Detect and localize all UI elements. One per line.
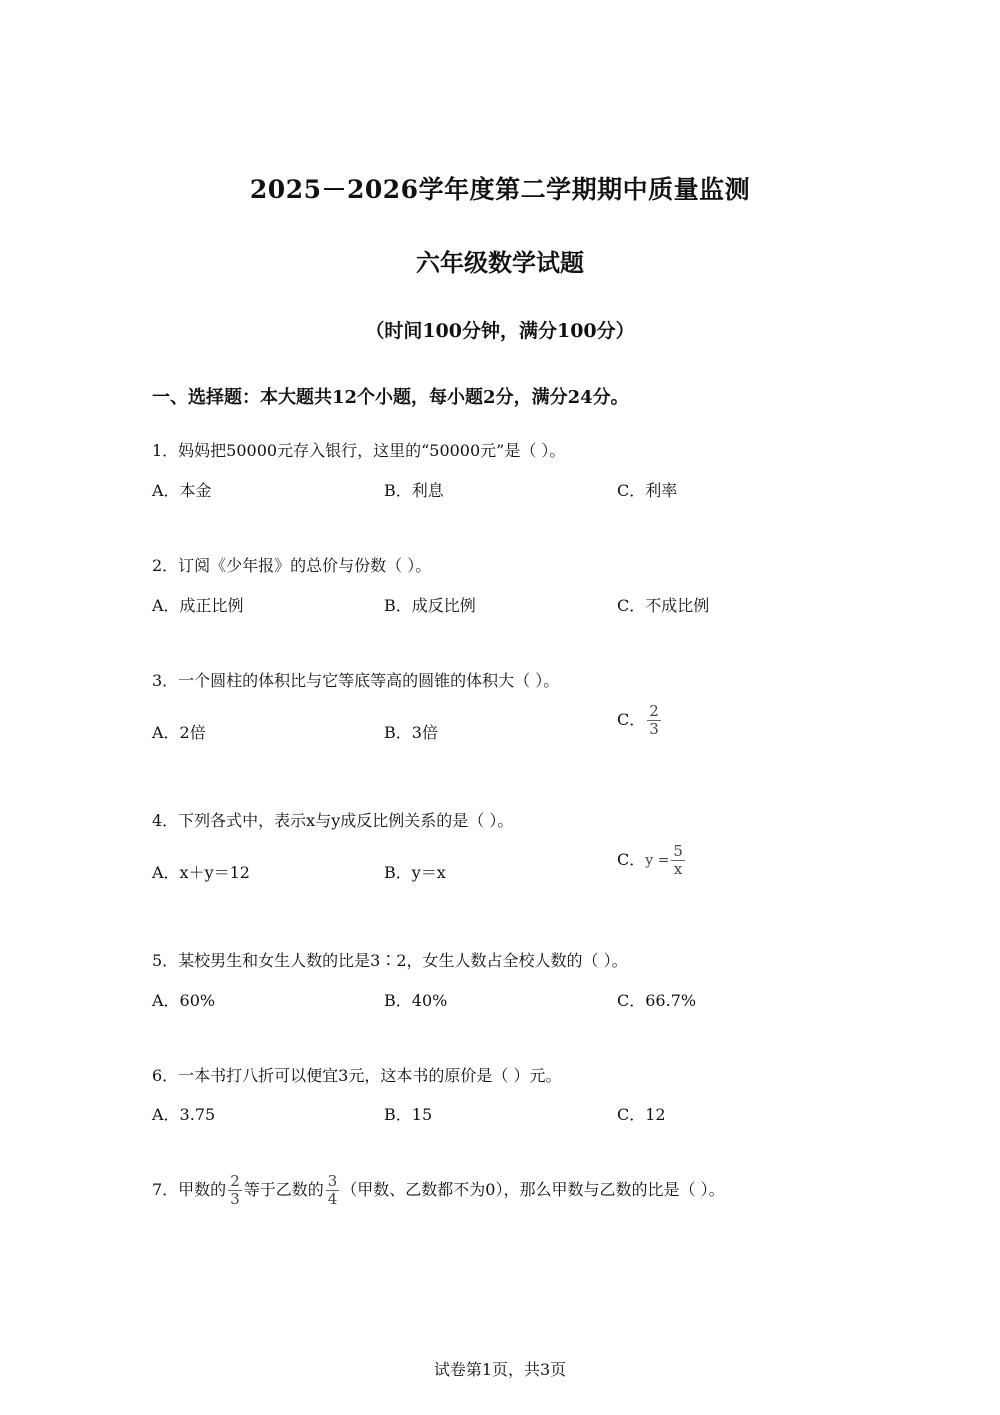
fraction-denominator: 3 xyxy=(230,1190,240,1208)
question-4-option-c xyxy=(617,843,687,878)
option-c-label: C． xyxy=(617,850,646,869)
question-1-option-b: B．利息 xyxy=(384,481,444,500)
time-note: （时间100分钟，满分100分） xyxy=(365,320,635,342)
question-2-option-a: A．成正比例 xyxy=(152,596,244,615)
fraction-numerator: 2 xyxy=(649,702,659,720)
question-6-option-a: A．3.75 xyxy=(152,1105,216,1124)
question-2-stem: 2．订阅《少年报》的总价与份数（ ）。 xyxy=(152,556,432,575)
question-3-option-a: A．2倍 xyxy=(152,723,206,742)
exam-title: 2025－2026学年度第二学期期中质量监测 xyxy=(249,175,751,204)
equation-lhs: y = xyxy=(645,852,670,869)
question-5-option-c: C．66.7% xyxy=(617,991,697,1010)
fraction-numerator: 2 xyxy=(230,1172,240,1190)
fraction xyxy=(647,703,661,738)
fraction xyxy=(671,843,685,878)
question-3-stem: 3．一个圆柱的体积比与它等底等高的圆锥的体积大（ ）。 xyxy=(152,671,560,690)
question-1-option-c: C．利率 xyxy=(617,481,678,500)
question-1-stem: 1．妈妈把50000元存入银行，这里的“50000元”是（ ）。 xyxy=(152,441,566,460)
question-6-option-c: C．12 xyxy=(617,1105,666,1124)
exam-subtitle: 六年级数学试题 xyxy=(416,248,584,277)
page-footer: 试卷第1页，共3页 xyxy=(433,1360,567,1379)
question-3-option-c xyxy=(617,703,663,738)
question-3-option-b: B．3倍 xyxy=(384,723,438,742)
question-4-stem: 4．下列各式中，表示x与y成反比例关系的是（ ）。 xyxy=(152,811,514,830)
question-2-option-b: B．成反比例 xyxy=(384,596,476,615)
question-7-part-3: （甲数、乙数都不为0），那么甲数与乙数的比是（ ）。 xyxy=(341,1180,725,1199)
question-6-stem: 6．一本书打八折可以便宜3元，这本书的原价是（ ）元。 xyxy=(152,1066,562,1085)
question-5-option-a: A．60% xyxy=(152,991,216,1010)
question-7-stem xyxy=(152,1173,725,1208)
question-7-part-1: 7．甲数的 xyxy=(152,1180,227,1199)
fraction-denominator: 3 xyxy=(649,720,659,738)
section-heading: 一、选择题：本大题共12个小题，每小题2分，满分24分。 xyxy=(152,387,629,408)
question-4-option-a: A．x＋y＝12 xyxy=(152,863,250,882)
question-5-stem: 5．某校男生和女生人数的比是3∶2，女生人数占全校人数的（ ）。 xyxy=(152,951,628,970)
question-2-option-c: C．不成比例 xyxy=(617,596,710,615)
fraction xyxy=(326,1173,340,1208)
question-1-option-a: A．本金 xyxy=(152,481,212,500)
fraction xyxy=(228,1173,242,1208)
question-6-option-b: B．15 xyxy=(384,1105,433,1124)
option-c-label: C． xyxy=(617,710,646,729)
question-4-option-b: B．y＝x xyxy=(384,863,446,882)
question-7-part-2: 等于乙数的 xyxy=(243,1180,324,1199)
fraction-denominator: 4 xyxy=(327,1190,338,1208)
fraction-numerator: 5 xyxy=(673,842,683,860)
fraction-denominator: x xyxy=(673,860,683,878)
fraction-numerator: 3 xyxy=(327,1172,338,1190)
question-5-option-b: B．40% xyxy=(384,991,448,1010)
